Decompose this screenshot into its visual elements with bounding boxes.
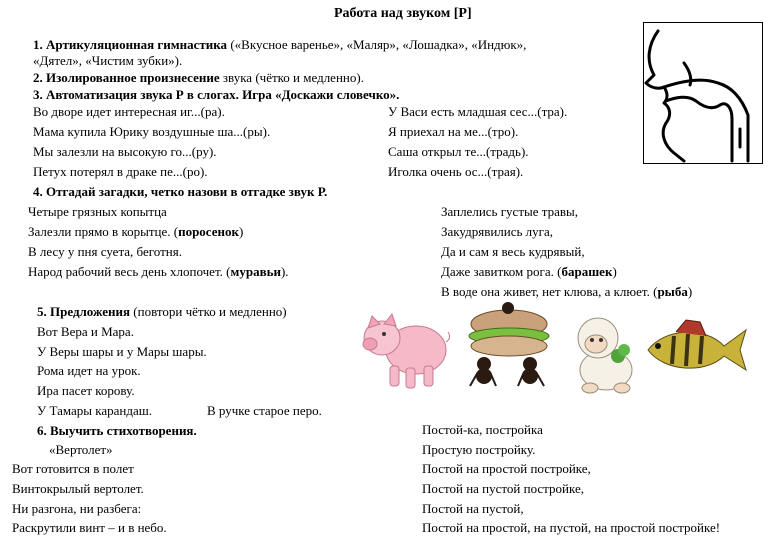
section-3-right-2: Я приехал на ме...(тро).	[388, 124, 519, 139]
section-3-left-4: Петух потерял в драке пе...(ро).	[33, 164, 208, 179]
section-5-heading: 5. Предложения (повтори чётко и медленно)	[37, 304, 287, 319]
section-6-heading: 6. Выучить стихотворения.	[37, 423, 197, 438]
lamb-picture	[568, 312, 644, 398]
sentence-3: Рома идет на урок.	[37, 363, 141, 378]
sentence-2: У Веры шары и у Мары шары.	[37, 344, 207, 359]
riddle-3-line-4: Даже завитком рога. (барашек)	[441, 264, 617, 279]
poem-2-line-4: Постой на пустой постройке,	[422, 481, 584, 496]
riddle-3-line-2: Закудрявились луга,	[441, 224, 554, 239]
section-3-right-3: Саша открыл те...(традь).	[388, 144, 529, 159]
fish-picture	[640, 318, 750, 386]
section-1-line-1: 1. Артикуляционная гимнастика («Вкусное варенье», «Маляр», «Лошадка», «Индюк»,	[33, 37, 527, 52]
section-4-heading: 4. Отгадай загадки, четко назови в отгадке звук Р.	[33, 184, 328, 199]
section-3-left-3: Мы залезли на высокую го...(ру).	[33, 144, 217, 159]
riddle-3-line-3: Да и сам я весь кудрявый,	[441, 244, 585, 259]
riddle-2-line-1: В лесу у пня суета, беготня.	[28, 244, 182, 259]
poem-1-line-3: Ни разгона, ни разбега:	[12, 501, 142, 516]
articulation-diagram	[643, 22, 763, 164]
riddle-2-line-2: Народ рабочий весь день хлопочет. (муравьи).	[28, 264, 289, 279]
poem-2-line-5: Постой на пустой,	[422, 501, 524, 516]
sentence-1: Вот Вера и Мара.	[37, 324, 134, 339]
poem-1-line-1: Вот готовится в полет	[12, 461, 134, 476]
section-3-heading: 3. Автоматизация звука Р в слогах. Игра «Доскажи словечко».	[33, 87, 400, 102]
riddle-1-line-1: Четыре грязных копытца	[28, 204, 167, 219]
sentence-4: Ира пасет корову.	[37, 383, 135, 398]
riddle-4-line-1: В воде она живет, нет клюва, а клюет. (рыба)	[441, 284, 693, 299]
section-3-right-4: Иголка очень ос...(трая).	[388, 164, 524, 179]
poem-1-line-2: Винтокрылый вертолет.	[12, 481, 144, 496]
ants-picture	[462, 300, 556, 396]
pig-picture	[360, 302, 452, 398]
riddle-3-line-1: Заплелись густые травы,	[441, 204, 578, 219]
section-1-line-2: «Дятел», «Чистим зубки»).	[33, 53, 183, 68]
poem-1-line-4: Раскрутили винт – и в небо.	[12, 520, 167, 535]
section-3-left-2: Мама купила Юрику воздушные ша...(ры).	[33, 124, 271, 139]
riddle-1-line-2: Залезли прямо в корытце. (поросенок)	[28, 224, 244, 239]
sentence-5: У Тамары карандаш.	[37, 403, 152, 418]
sentence-6: В ручке старое перо.	[207, 403, 322, 418]
section-3-left-1: Во дворе идет интересная иг...(ра).	[33, 104, 225, 119]
poem-2-line-3: Постой на простой постройке,	[422, 461, 591, 476]
poem-2-line-1: Постой-ка, постройка	[422, 422, 543, 437]
poem-2-line-2: Простую постройку.	[422, 442, 536, 457]
poem-2-line-6: Постой на простой, на пустой, на простой постройке!	[422, 520, 721, 535]
section-2: 2. Изолированное произнесение звука (чётко и медленно).	[33, 70, 364, 85]
section-3-right-1: У Васи есть младшая сес...(тра).	[388, 104, 568, 119]
page-title: Работа над звуком [Р]	[334, 6, 472, 21]
poem-1-title: «Вертолет»	[49, 442, 113, 457]
